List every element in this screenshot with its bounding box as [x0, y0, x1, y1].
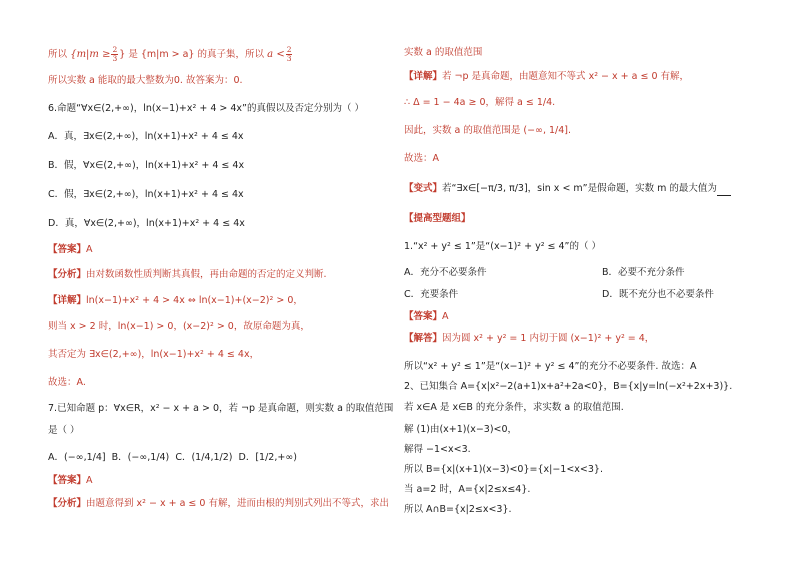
q1-conclusion: 所以“x² + y² ≤ 1”是“(x−1)² + y² ≤ 4”的充分不必要条件. 故选：A: [404, 361, 697, 372]
line-subset-condition: 所以 {m|m ≥ $\frac{2}{3}$ } 是 {m|m > a} 的真子集，所以 a < $\frac{2}{3}$: [48, 45, 292, 63]
q7-option-b: B．(−∞,1/4): [111, 452, 170, 463]
line-max-integer: 所以实数 a 能取的最大整数为0. 故答案为：0.: [48, 75, 243, 86]
variant-question: 【变式】若“∃x∈[−π/3, π/3]，sin x < m”是假命题，实数 m 的最大值为: [404, 182, 731, 196]
q7-option-c: C．(1/4,1/2): [175, 452, 233, 463]
q7-options: [48, 451, 297, 465]
q1-answer: 【答案】A: [404, 311, 449, 322]
q7-answer: 【答案】A: [48, 475, 93, 486]
question-2: 2、已知集合 A={x|x²−2(a+1)x+a²+2a<0}，B={x|y=ln(−x²+2x+3)}.: [404, 381, 733, 392]
question-1: 1.“x² + y² ≤ 1”是“(x−1)² + y² ≤ 4”的（ ）: [404, 241, 601, 252]
q7-option-a: A．(−∞,1/4]: [48, 452, 106, 463]
q1-option-d: D．既不充分也不必要条件: [602, 289, 714, 300]
solution-line2: 解得 −1<x<3.: [404, 444, 471, 455]
question-2-line2: 若 x∈A 是 x∈B 的充分条件，求实数 a 的取值范围.: [404, 402, 624, 413]
r-discriminant: ∴ Δ = 1 − 4a ≥ 0，解得 a ≤ 1/4.: [404, 97, 556, 108]
solution-line1: 解 (1)由(x+1)(x−3)<0，: [404, 424, 518, 435]
q6-detail: 【详解】ln(x−1)+x² + 4 > 4x ⇔ ln(x−1)+(x−2)² > 0，: [48, 295, 303, 306]
q6-analysis: 【分析】由对数函数性质判断其真假，再由命题的否定的定义判断.: [48, 269, 327, 280]
solution-line5: 所以 A∩B={x|2≤x<3}.: [404, 504, 512, 515]
q1-option-c: C．充要条件: [404, 289, 459, 300]
r-choose: 故选：A: [404, 153, 439, 164]
q1-option-a: A．充分不必要条件: [404, 267, 487, 278]
q7-analysis: 【分析】由题意得到 x² − x + a ≤ 0 有解，进而由根的判别式列出不等式，求出: [48, 498, 389, 509]
q7-option-d: D．[1/2,+∞): [238, 452, 297, 463]
q6-detail-3: 其否定为 ∃x∈(2,+∞)，ln(x−1)+x² + 4 ≤ 4x，: [48, 349, 260, 360]
q6-option-c: C．假，∃x∈(2,+∞)，ln(x+1)+x² + 4 ≤ 4x: [48, 189, 244, 200]
q1-solution: 【解答】因为圆 x² + y² = 1 内切于圆 (x−1)² + y² = 4，: [404, 333, 655, 344]
r-range-result: 因此，实数 a 的取值范围是 (−∞, 1/4].: [404, 125, 572, 136]
question-7-line2: 是（ ）: [48, 425, 80, 436]
q6-option-a: A．真，∃x∈(2,+∞)，ln(x+1)+x² + 4 ≤ 4x: [48, 131, 244, 142]
r-detail: 【详解】若 ¬p 是真命题，由题意知不等式 x² − x + a ≤ 0 有解，: [404, 71, 690, 82]
solution-line3: 所以 B={x|(x+1)(x−3)<0}={x|−1<x<3}.: [404, 464, 603, 475]
question-7-line1: 7.已知命题 p：∀x∈R，x² − x + a > 0，若 ¬p 是真命题，则实数 a 的取值范围: [48, 403, 394, 414]
q6-detail-4: 故选：A.: [48, 377, 86, 388]
q1-option-b: B．必要不充分条件: [602, 267, 685, 278]
advanced-group-title: 【提高型题组】: [404, 213, 471, 224]
q6-answer: 【答案】A: [48, 244, 93, 255]
answer-blank: [717, 187, 731, 196]
r-range-continued: 实数 a 的取值范围: [404, 47, 483, 58]
solution-line4: 当 a=2 时，A={x|2≤x≤4}.: [404, 484, 531, 495]
q6-option-d: D．真，∀x∈(2,+∞)，ln(x+1)+x² + 4 ≤ 4x: [48, 218, 245, 229]
q6-option-b: B．假，∀x∈(2,+∞)，ln(x+1)+x² + 4 ≤ 4x: [48, 160, 245, 171]
q6-detail-2: 则当 x > 2 时，ln(x−1) > 0，(x−2)² > 0，故原命题为真，: [48, 321, 310, 332]
question-6: 6.命题“∀x∈(2,+∞)，ln(x−1)+x² + 4 > 4x”的真假以及否定分别为（ ）: [48, 103, 364, 114]
